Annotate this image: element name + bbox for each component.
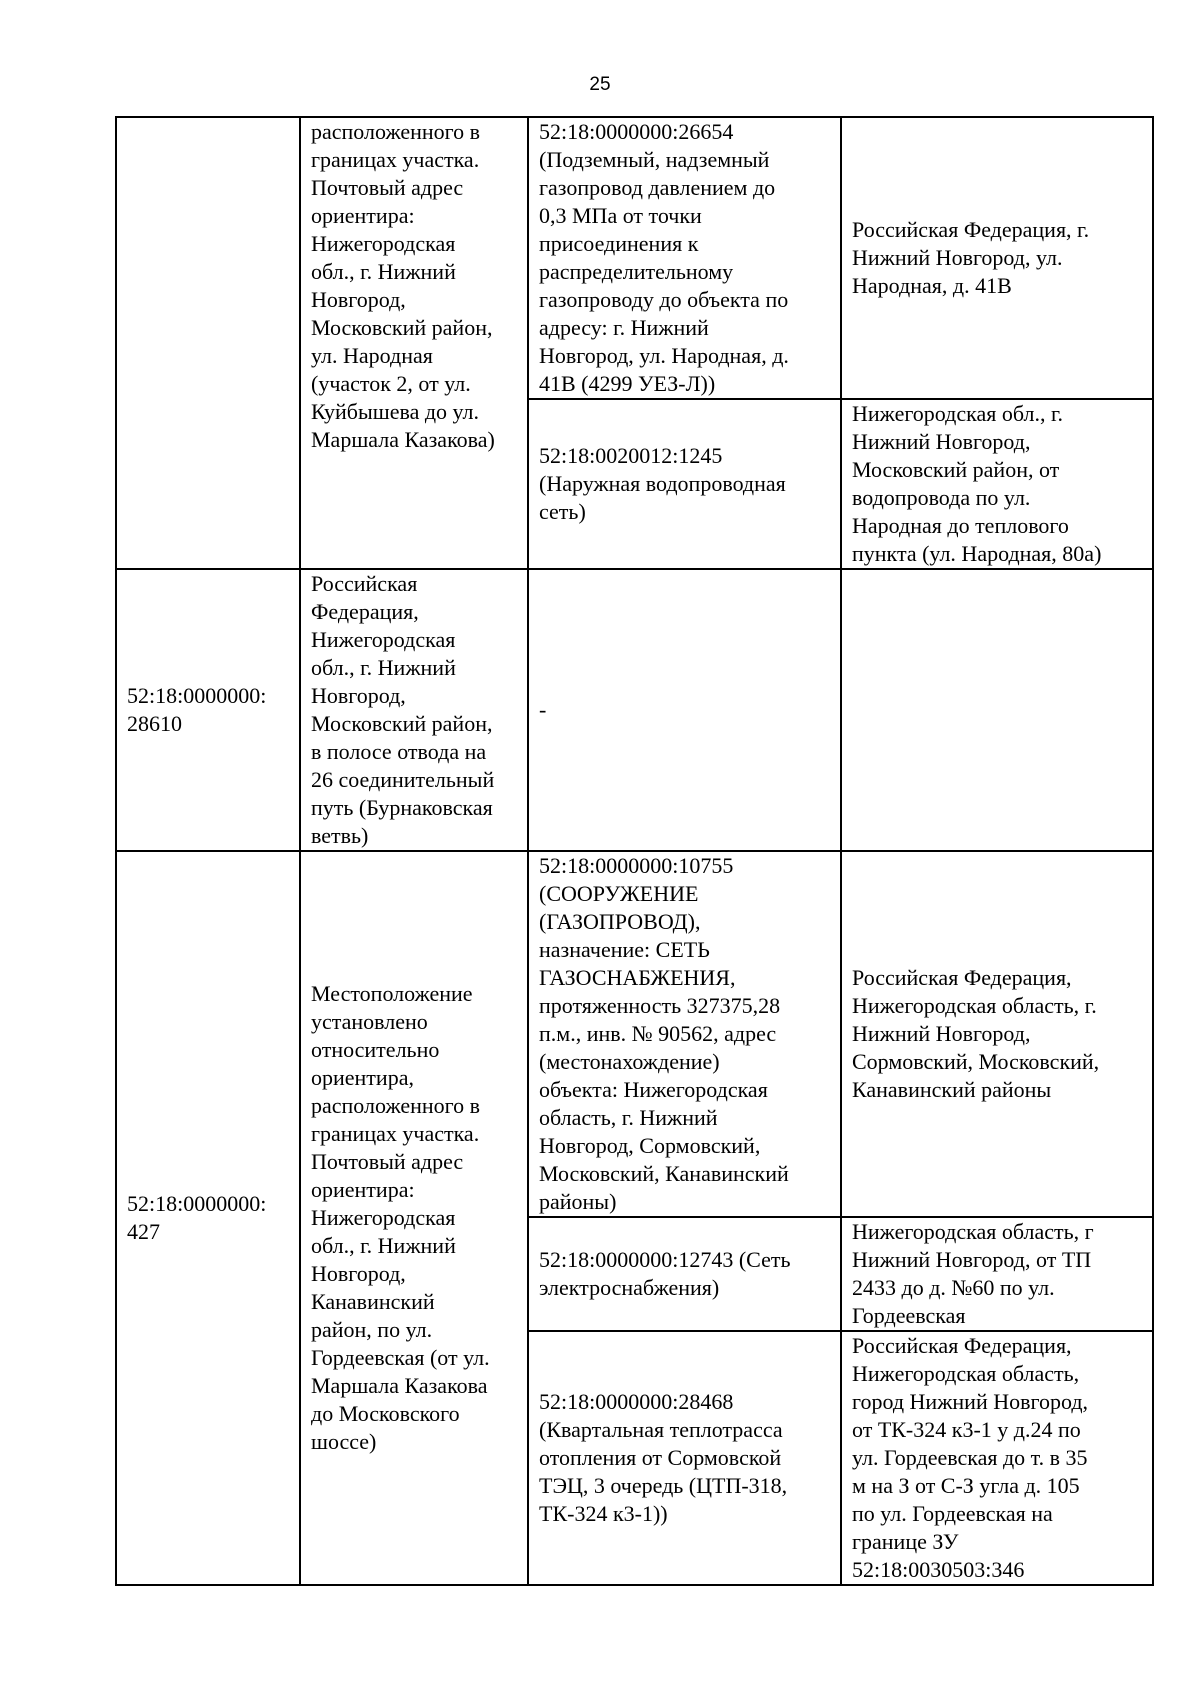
address-cell: Российская Федерация, Нижегородская обл., г. Нижний Новгород, Московский район, в полосе отвода на 26 соединительный путь (Бурнаковская ветвь) (300, 569, 528, 851)
table-row (116, 851, 1153, 1217)
land-plots-table (115, 116, 1154, 1586)
cadastral-number-cell: 52:18:0000000: 427 (116, 851, 300, 1585)
location-cell: Российская Федерация, Нижегородская область, г. Нижний Новгород, Сормовский, Московский, Канавинский районы (841, 851, 1153, 1217)
location-cell: Нижегородская область, г Нижний Новгород, от ТП 2433 до д. №60 по ул. Гордеевская (841, 1217, 1153, 1331)
object-cell: 52:18:0000000:12743 (Сеть электроснабжения) (528, 1217, 841, 1331)
table-row (116, 569, 1153, 851)
location-cell (841, 569, 1153, 851)
address-cell: расположенного в границах участка. Почтовый адрес ориентира: Нижегородская обл., г. Нижний Новгород, Московский район, ул. Народная (участок 2, от ул. Куйбышева до ул. Маршала Казакова) (300, 117, 528, 569)
table-row (116, 117, 1153, 399)
address-cell: Местоположение установлено относительно ориентира, расположенного в границах участка. Почтовый адрес ориентира: Нижегородская обл., г. Нижний Новгород, Канавинский район, по ул. Гордеевская (от ул. Маршала Казакова до Московского шоссе) (300, 851, 528, 1585)
object-cell: 52:18:0000000:26654 (Подземный, надземный газопровод давлением до 0,3 МПа от точки присоединения к распределительному газопроводу до объекта по адресу: г. Нижний Новгород, ул. Народная, д. 41В (4299 УЕЗ-Л)) (528, 117, 841, 399)
cadastral-number-cell: 52:18:0000000: 28610 (116, 569, 300, 851)
location-cell: Российская Федерация, г. Нижний Новгород, ул. Народная, д. 41В (841, 117, 1153, 399)
object-cell: - (528, 569, 841, 851)
object-cell: 52:18:0000000:28468 (Квартальная теплотрасса отопления от Сормовской ТЭЦ, 3 очередь (ЦТП-318, ТК-324 к3-1)) (528, 1331, 841, 1585)
cadastral-number-cell (116, 117, 300, 569)
object-cell: 52:18:0020012:1245 (Наружная водопроводная сеть) (528, 399, 841, 569)
page-number: 25 (589, 74, 611, 95)
location-cell: Российская Федерация, Нижегородская область, город Нижний Новгород, от ТК-324 к3-1 у д.24 по ул. Гордеевская до т. в 35 м на З от С-З угла д. 105 по ул. Гордеевская на границе ЗУ 52:18:0030503:346 (841, 1331, 1153, 1585)
object-cell: 52:18:0000000:10755 (СООРУЖЕНИЕ (ГАЗОПРОВОД), назначение: СЕТЬ ГАЗОСНАБЖЕНИЯ, протяженность 327375,28 п.м., инв. № 90562, адрес (местонахождение) объекта: Нижегородская область, г. Нижний Новгород, Сормовский, Московский, Канавинский районы) (528, 851, 841, 1217)
location-cell: Нижегородская обл., г. Нижний Новгород, Московский район, от водопровода по ул. Народная до теплового пункта (ул. Народная, 80а) (841, 399, 1153, 569)
